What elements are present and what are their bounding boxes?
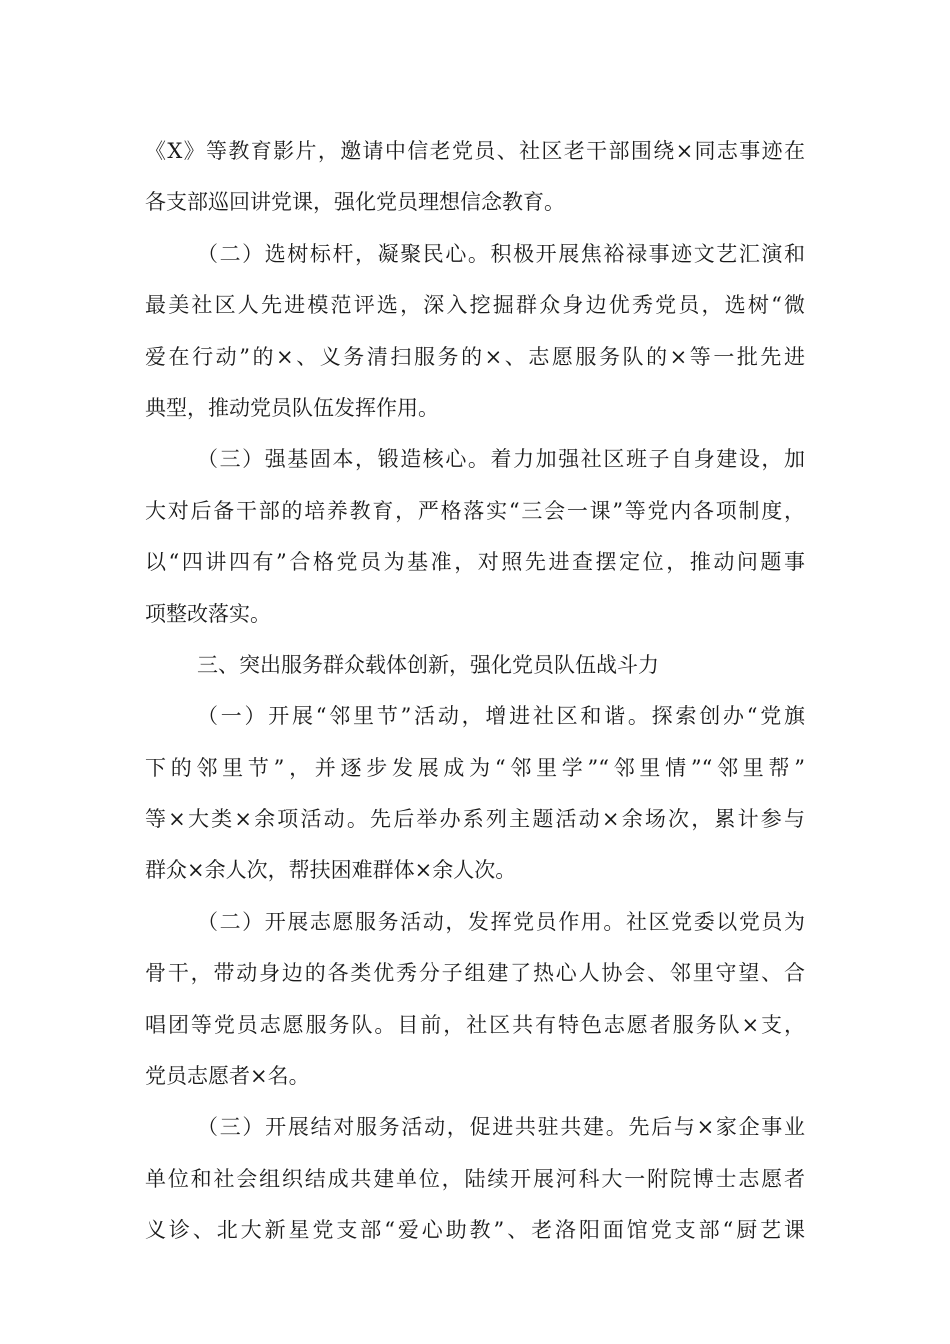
text-line: （三）开展结对服务活动，促进共驻共建。先后与×家企事业 (197, 1115, 805, 1140)
text-line: 最美社区人先进模范评选，深入挖掘群众身边优秀党员，选树“微 (145, 293, 805, 318)
document-body (145, 126, 805, 1257)
text-line: 党员志愿者×名。 (145, 1064, 310, 1089)
text-line: （二）选树标杆，凝聚民心。积极开展焦裕禄事迹文艺汇演和 (197, 241, 805, 266)
text-line: 典型，推动党员队伍发挥作用。 (145, 395, 439, 420)
text-line: 《X》等教育影片，邀请中信老党员、社区老干部围绕×同志事迹在 (145, 139, 805, 163)
text-line: 各支部巡回讲党课，强化党员理想信念教育。 (145, 190, 565, 215)
text-line: 三、突出服务群众载体创新，强化党员队伍战斗力 (197, 652, 659, 677)
text-line: 群众×余人次，帮扶困难群体×余人次。 (145, 858, 517, 883)
text-line: （一）开展“邻里节”活动，增进社区和谐。探索创办“党旗 (197, 704, 805, 729)
text-line: 唱团等党员志愿服务队。目前，社区共有特色志愿者服务队×支， (145, 1012, 805, 1037)
text-line: 下的邻里节”，并逐步发展成为“邻里学”“邻里情”“邻里帮” (145, 755, 805, 780)
text-line: 项整改落实。 (145, 601, 271, 626)
text-line: 单位和社会组织结成共建单位，陆续开展河科大一附院博士志愿者 (145, 1166, 805, 1191)
text-line: （二）开展志愿服务活动，发挥党员作用。社区党委以党员为 (197, 909, 805, 934)
text-line: 义诊、北大新星党支部“爱心助教”、老洛阳面馆党支部“厨艺课 (145, 1218, 805, 1243)
text-line: 以“四讲四有”合格党员为基准，对照先进查摆定位，推动问题事 (145, 550, 805, 575)
text-line: 大对后备干部的培养教育，严格落实“三会一课”等党内各项制度， (145, 498, 805, 523)
text-line: 爱在行动”的×、义务清扫服务的×、志愿服务队的×等一批先进 (145, 344, 805, 369)
text-line: （三）强基固本，锻造核心。着力加强社区班子自身建设，加 (197, 447, 805, 472)
text-line: 骨干，带动身边的各类优秀分子组建了热心人协会、邻里守望、合 (145, 961, 805, 986)
text-line: 等×大类×余项活动。先后举办系列主题活动×余场次，累计参与 (145, 807, 805, 832)
